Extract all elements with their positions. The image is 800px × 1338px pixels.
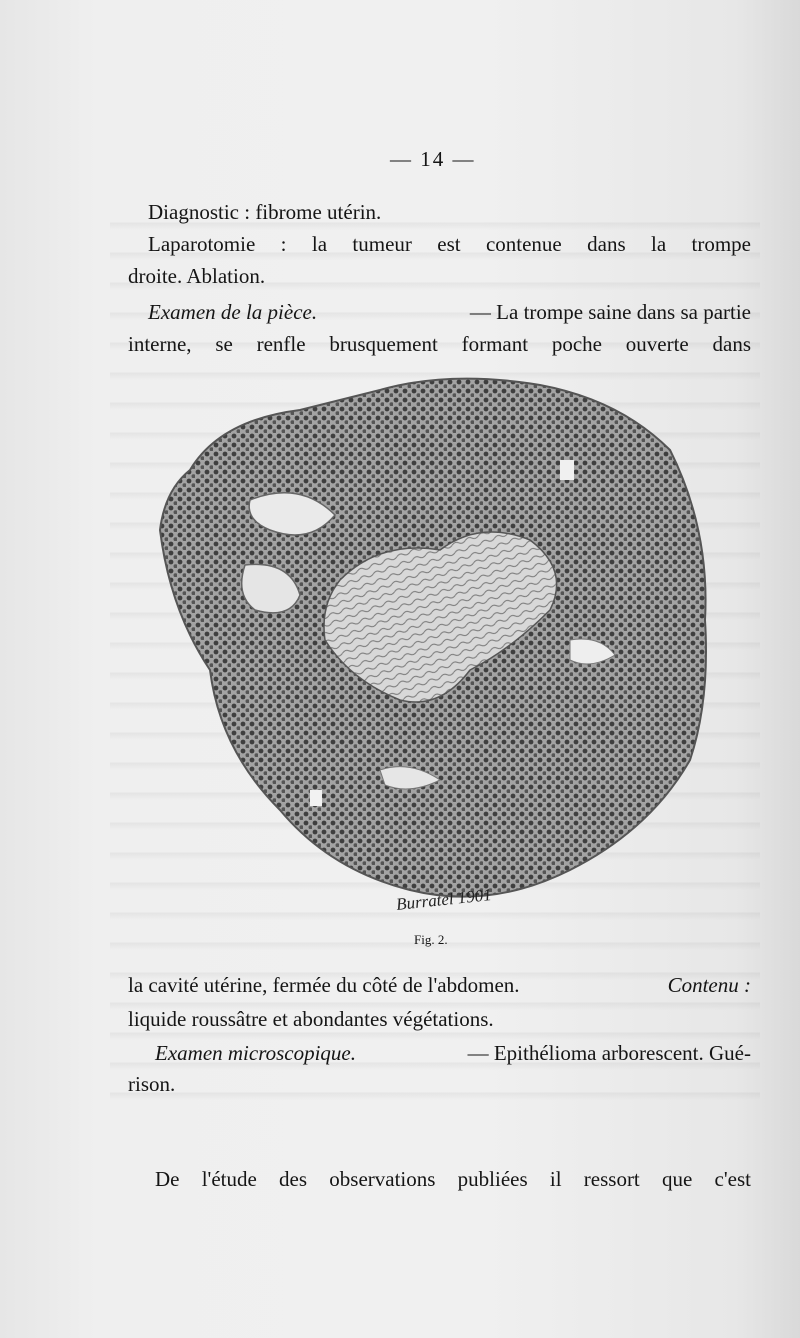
examen-micro-line [155,1040,751,1066]
vessel-space [310,790,322,806]
histology-figure [150,370,720,920]
figure-caption: Fig. 2. [414,932,448,947]
examen-micro-label: Examen microscopique. [155,1041,356,1065]
rison-line: rison. [128,1072,176,1096]
interne-line: interne, se renfle brusquement formant poche ouverte dans [128,332,751,356]
examen-piece-line [148,299,751,325]
page-number: — 14 — [390,147,476,171]
examen-piece-text: — La trompe saine dans sa partie [464,300,751,324]
examen-micro-text: — Epithélioma arborescent. Gué- [462,1041,751,1065]
laparotomie-line: Laparotomie : la tumeur est contenue dans la trompe [148,232,751,256]
droite-line: droite. Ablation. [128,264,266,288]
artist-signature: Burratel 1901 [395,885,493,914]
final-line: De l'étude des observations publiées il ressort que c'est [155,1167,751,1191]
diagnostic-line: Diagnostic : fibrome utérin. [148,200,382,224]
cavite-line [128,972,751,998]
liquide-line: liquide roussâtre et abondantes végétations. [128,1007,494,1031]
cavite-text: la cavité utérine, fermée du côté de l'abdomen. [128,973,520,997]
contenu-label: Contenu : [667,973,751,997]
vessel-space [560,460,574,480]
examen-piece-label: Examen de la pièce. [148,300,318,324]
